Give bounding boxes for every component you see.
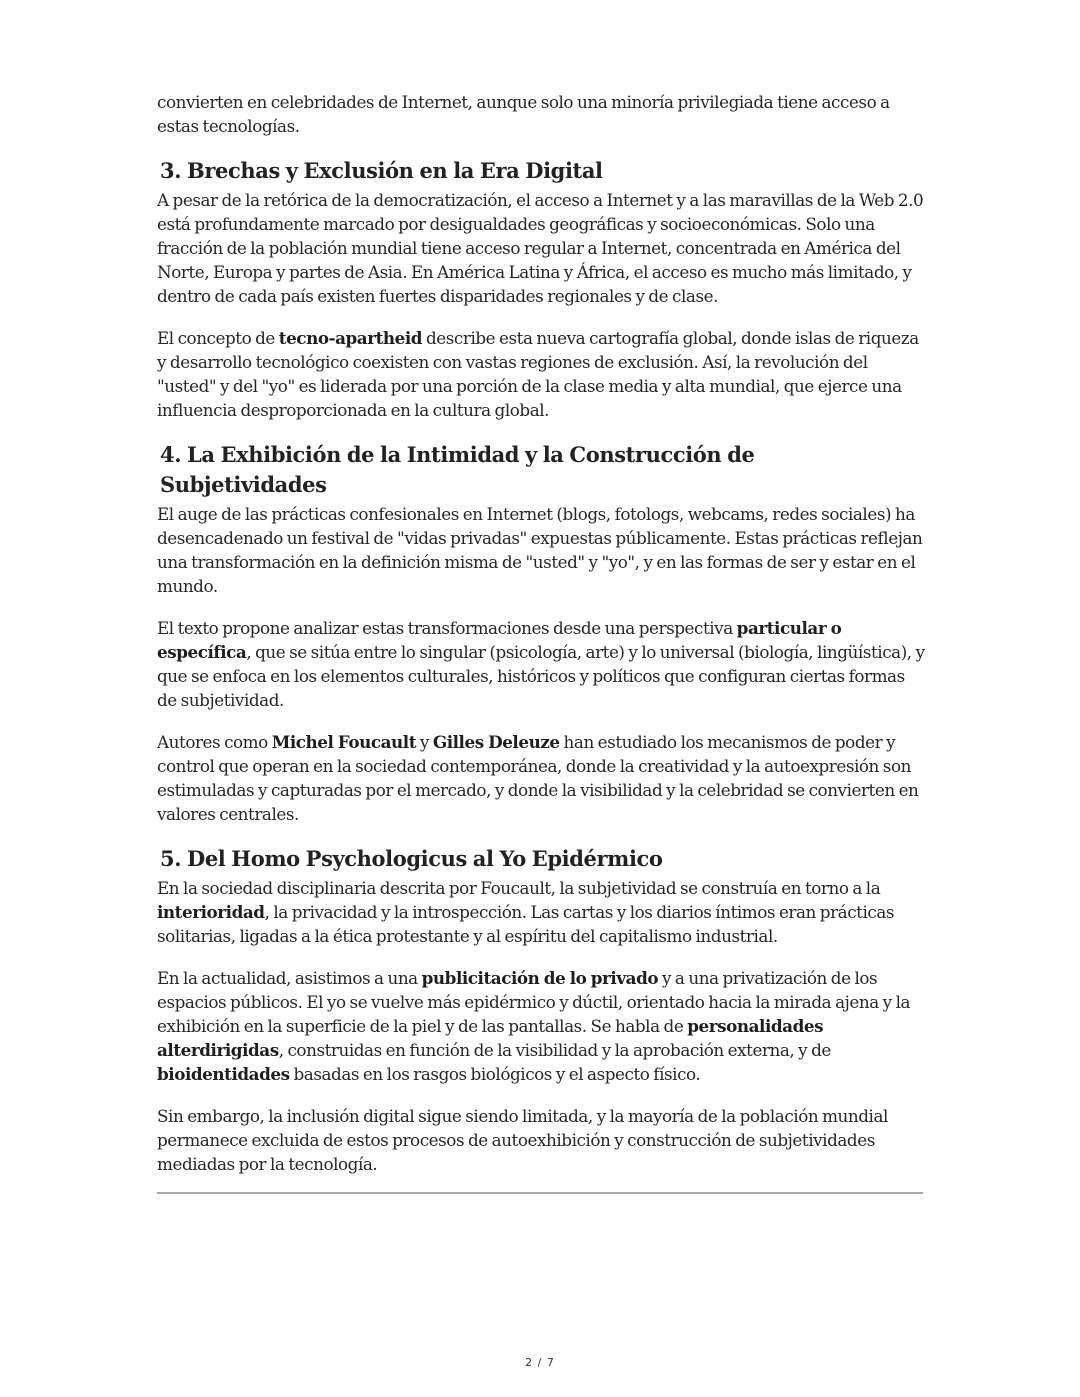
section-3-paragraph-1: A pesar de la retórica de la democratización, el acceso a Internet y a las maravillas de la Web 2.0 está profundamente marcado por desigualdades geográficas y socioeconómicas. Solo una fracción de la población mundial tiene acceso regular a Internet, concentrada en América del Norte, Europa y partes de Asia. En América Latina y África, el acceso es mucho más limitado, y dentro de cada país existen fuertes disparidades regionales y de clase. bbox=[157, 190, 924, 306]
text-run: El texto propone analizar estas transformaciones desde una perspectiva bbox=[157, 618, 737, 638]
text-run: , construidas en función de la visibilidad y la aprobación externa, y de bbox=[278, 1040, 831, 1060]
text-run: basadas en los rasgos biológicos y el aspecto físico. bbox=[289, 1064, 701, 1084]
section-4-paragraph-1: El auge de las prácticas confesionales en Internet (blogs, fotologs, webcams, redes sociales) ha desencadenado un festival de "vidas privadas" expuestas públicamente. Estas prácticas reflejan una transformación en la definición misma de "usted" y "yo", y en las formas de ser y estar en el mundo. bbox=[157, 504, 923, 596]
text-run: Autores como bbox=[157, 732, 272, 752]
section-4-paragraph-2 bbox=[157, 616, 925, 712]
text-run: han estudiado los mecanismos de poder y control que operan en la sociedad contemporánea, donde la creatividad y la autoexpresión son estimuladas y capturadas por el mercado, y donde la visibilidad y la celebridad se convierten en valores centrales. bbox=[157, 732, 919, 824]
section-heading-4: 4. La Exhibición de la Intimidad y la Construcción de Subjetividades bbox=[160, 442, 755, 497]
text-run: y bbox=[416, 732, 433, 752]
bold-term: publicitación de lo privado bbox=[421, 968, 659, 988]
document-page bbox=[157, 90, 925, 1194]
section-heading-3: 3. Brechas y Exclusión en la Era Digital bbox=[160, 158, 603, 183]
text-run: , la privacidad y la introspección. Las cartas y los diarios íntimos eran prácticas solitarias, ligadas a la ética protestante y al espíritu del capitalismo industrial. bbox=[157, 902, 895, 946]
text-run: describe esta nueva cartografía global, donde islas de riqueza y desarrollo tecnológico coexisten con vastas regiones de exclusión. Así, la revolución del "usted" y del "yo" es liderada por una porción de la clase media y alta mundial, que ejerce una influencia desproporcionada en la cultura global. bbox=[157, 328, 919, 420]
section-4-paragraph-3 bbox=[157, 730, 925, 826]
text-run: En la actualidad, asistimos a una bbox=[157, 968, 422, 988]
text-run: y a una privatización de los espacios públicos. El yo se vuelve más epidérmico y dúctil, orientado hacia la mirada ajena y la exhibición en la superficie de la piel y de las pantallas. Se habla de bbox=[157, 968, 911, 1036]
bold-term: personalidades alterdirigidas bbox=[157, 1016, 824, 1060]
text-run: El concepto de bbox=[157, 328, 279, 348]
page-indicator: 2 / 7 bbox=[525, 1356, 555, 1369]
intro-paragraph: convierten en celebridades de Internet, aunque solo una minoría privilegiada tiene acceso a estas tecnologías. bbox=[157, 92, 890, 136]
bold-term: Gilles Deleuze bbox=[432, 732, 560, 752]
bold-term: tecno-apartheid bbox=[278, 328, 423, 348]
bold-term: bioidentidades bbox=[157, 1064, 290, 1084]
section-5-paragraph-1 bbox=[157, 876, 925, 948]
section-5-paragraph-3: Sin embargo, la inclusión digital sigue siendo limitada, y la mayoría de la población mundial permanece excluida de estos procesos de autoexhibición y construcción de subjetividades mediadas por la tecnología. bbox=[157, 1106, 888, 1174]
section-3-paragraph-2 bbox=[157, 326, 925, 422]
bold-term: Michel Foucault bbox=[271, 732, 417, 752]
text-run: , que se sitúa entre lo singular (psicología, arte) y lo universal (biología, lingüística), y que se enfoca en los elementos culturales, históricos y políticos que configuran ciertas formas de subjetividad. bbox=[157, 642, 925, 710]
bold-term: interioridad bbox=[157, 902, 265, 922]
horizontal-rule bbox=[157, 1192, 923, 1194]
text-run: En la sociedad disciplinaria descrita por Foucault, la subjetividad se construía en torno a la bbox=[157, 878, 881, 898]
bold-term: particular o específica bbox=[157, 618, 842, 662]
section-heading-5: 5. Del Homo Psychologicus al Yo Epidérmico bbox=[160, 846, 663, 871]
section-5-paragraph-2 bbox=[157, 966, 925, 1086]
